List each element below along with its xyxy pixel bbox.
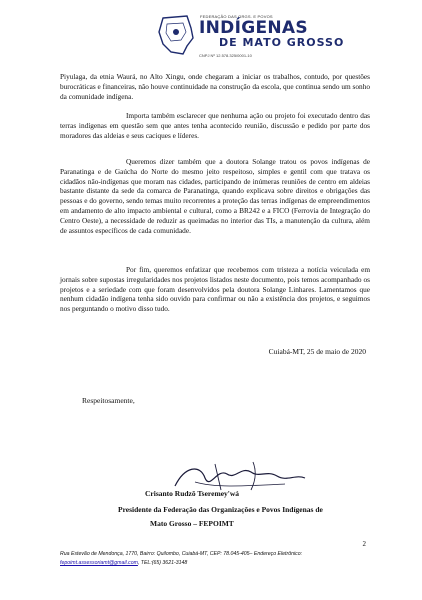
footer-email-link[interactable]: fepoimt.assessoriamt@gmail.com xyxy=(60,560,138,566)
logo-subtitle: DE MATO GROSSO xyxy=(219,36,345,49)
fepoimt-logo xyxy=(155,8,345,68)
document-date: Cuiabá-MT, 25 de maio de 2020 xyxy=(268,347,366,356)
paragraph-2-text: Importa também esclarecer que nenhuma ação ou projeto foi executado dentro das terras indígenas em questão sem que antes tenha acontecido reunião, discussão e pedido por parte dos moradores das aldeias e seus caciques e líderes. xyxy=(60,111,370,140)
map-emblem-icon xyxy=(157,14,195,56)
footer-phone: , TEL:(65) 3621-3148 xyxy=(137,560,188,566)
paragraph-3-text: Queremos dizer também que a doutora Solange tratou os povos indígenas de Paranatinga e de Gaúcha do Norte do mesmo jeito respeitoso, simples e gentil com que tratava os cidadãos não-indígenas que moram nas cidades, participando de inúmeras reuniões de centro em aldeias bastante distante da sede da comarca de Paranatinga, quando explicava sobre direitos e obrigações das pessoas e do governo, sendo temas muito recorrentes a proteção das terras indígenas de empreendimentos em andamento de alto impacto ambiental e cultural, como a BR242 e a FICO (Ferrovia de Integração do Centro Oeste), a necessidade de reduzir as queimadas no interior das TIs, a manutenção da cultura, além de assuntos específicos de cada comunidade. xyxy=(60,157,370,235)
logo-title: INDÍGENAS xyxy=(199,18,308,38)
logo-federation-text: FEDERAÇÃO DAS ORGS. E POVOS xyxy=(200,14,273,19)
footer-contact xyxy=(60,560,187,566)
logo-cnpj: CNPJ Nº 12.578.325/0001-10 xyxy=(199,53,252,58)
paragraph-4 xyxy=(60,265,370,314)
paragraph-3 xyxy=(60,157,370,235)
paragraph-4-text: Por fim, queremos enfatizar que recebemos com tristeza a notícia veiculada em jornais sobre supostas irregularidades nos projetos listados neste documento, pois temos acompanhado os projetos e a seriedade com que foram desenvolvidos pela doutora Solange Linhares. Lamentamos que nenhum cidadão indígena tenha sido ouvido para confirmar ou não a existência dos projetos, e seguimos nos perguntando o motivo disso tudo. xyxy=(60,265,370,314)
paragraph-1-text: Piyulaga, da etnia Waurá, no Alto Xingu, onde chegaram a iniciar os trabalhos, contudo, por questões burocráticas e financeiras, não houve continuidade na construção da escola, que continua sendo um sonho da comunidade indígena. xyxy=(60,72,370,101)
signatory-name: Crisanto Rudzõ Tseremey'wá xyxy=(145,489,240,498)
paragraph-1 xyxy=(60,72,370,101)
closing-salutation: Respeitosamente, xyxy=(82,396,135,405)
page-number: 2 xyxy=(362,540,366,548)
signatory-role-line2: Mato Grosso – FEPOIMT xyxy=(150,519,234,528)
paragraph-2 xyxy=(60,111,370,140)
footer-address: Rua Estevão de Mendonça, 1770, Bairro: Quilombo, Cuiabá-MT, CEP: 78.045-405– Endereço Eletrônico: xyxy=(60,551,303,557)
signatory-role-line1: Presidente da Federação das Organizações e Povos Indígenas de xyxy=(118,505,323,514)
